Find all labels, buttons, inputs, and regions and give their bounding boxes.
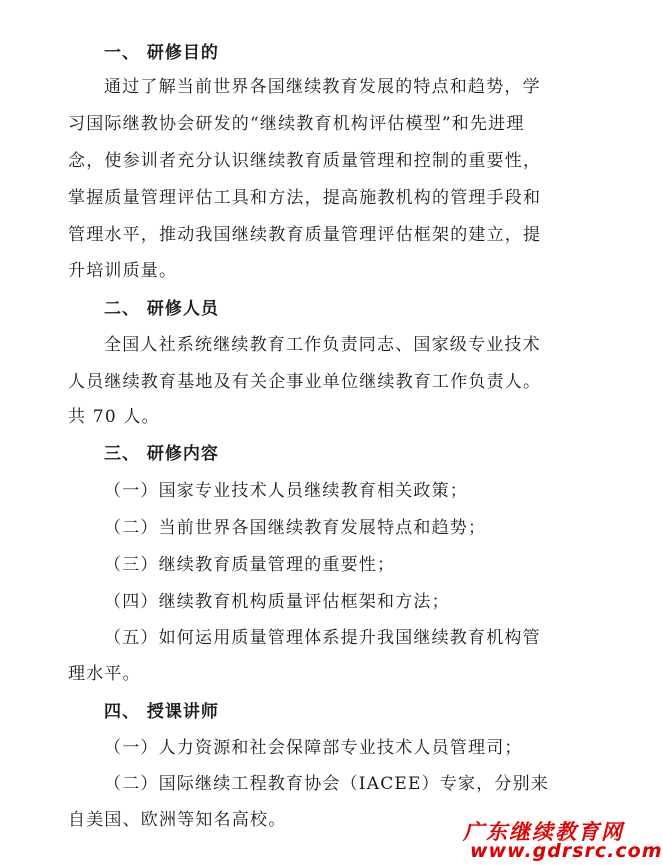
paragraph-line: 升培训质量。: [68, 261, 178, 281]
list-item: （一）国家专业技术人员继续教育相关政策；: [104, 481, 468, 501]
paragraph-line: 掌握质量管理评估工具和方法，提高施教机构的管理手段和: [68, 188, 542, 208]
section-heading-lecturers: 四、 授课讲师: [104, 702, 219, 722]
list-item: （三）继续教育质量管理的重要性；: [104, 555, 396, 575]
watermark-url: www.gdrsrc.com: [470, 840, 663, 862]
paragraph-line: 通过了解当前世界各国继续教育发展的特点和趋势，学: [104, 77, 541, 97]
list-item: （一）人力资源和社会保障部专业技术人员管理司；: [104, 738, 523, 758]
watermark-title: 广东继续教育网: [463, 820, 624, 844]
paragraph-line: 人员继续教育基地及有关企事业单位继续教育工作负责人。: [68, 372, 542, 392]
paragraph-line: 念，使参训者充分认识继续教育质量管理和控制的重要性，: [68, 151, 542, 171]
paragraph-line: 全国人社系统继续教育工作负责同志、国家级专业技术: [104, 335, 541, 355]
list-item: （二）当前世界各国继续教育发展特点和趋势；: [104, 518, 487, 538]
paragraph-line: 习国际继教协会研发的“继续教育机构评估模型”和先进理: [68, 114, 525, 134]
list-item: （二）国际继续工程教育协会（IACEE）专家，分别来: [104, 774, 550, 794]
section-heading-participants: 二、 研修人员: [104, 299, 219, 319]
paragraph-line: 管理水平，推动我国继续教育质量管理评估框架的建立，提: [68, 225, 542, 245]
section-heading-content: 三、 研修内容: [104, 444, 219, 464]
list-item: （五）如何运用质量管理体系提升我国继续教育机构管: [104, 628, 541, 648]
list-item-continuation: 自美国、欧洲等知名高校。: [68, 810, 287, 830]
section-heading-purpose: 一、 研修目的: [104, 43, 219, 63]
paragraph-line: 共 70 人。: [68, 407, 160, 427]
list-item-continuation: 理水平。: [68, 664, 141, 684]
list-item: （四）继续教育机构质量评估框架和方法；: [104, 592, 450, 612]
